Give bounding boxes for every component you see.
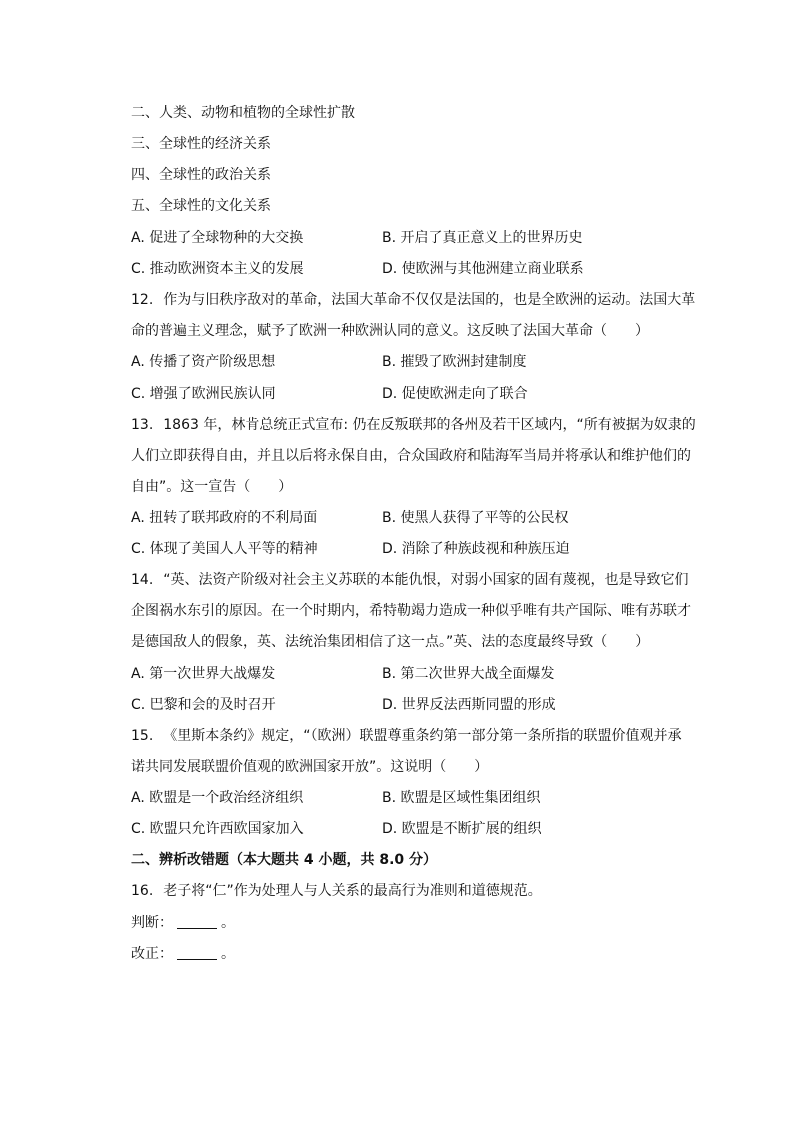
q12-option-a: A. 传播了资产阶级思想 <box>131 354 276 370</box>
q11-option-d: D. 使欧洲与其他洲建立商业联系 <box>382 261 584 277</box>
q16-judge-line <box>131 913 235 933</box>
judge-label: 判断： <box>131 915 173 931</box>
q13-line-3: 自由”。这一宣告（ ） <box>131 479 293 495</box>
section-title: 二、辨析改错题（本大题共 4 小题，共 8.0 分） <box>131 852 438 868</box>
q12-number: 12. <box>131 292 154 308</box>
q16-number: 16. <box>131 883 154 899</box>
q15-line-1 <box>131 726 682 746</box>
q15-option-b: B. 欧盟是区域性集团组织 <box>382 790 541 806</box>
q11-option-c: C. 推动欧洲资本主义的发展 <box>131 261 304 277</box>
q13-option-a: A. 扭转了联邦政府的不利局面 <box>131 510 318 526</box>
q11-option-a: A. 促进了全球物种的大交换 <box>131 230 304 246</box>
fix-blank[interactable] <box>177 945 217 960</box>
q13-number: 13. <box>131 417 154 433</box>
q13-line-1 <box>131 415 696 435</box>
heading-3: 三、全球性的经济关系 <box>131 136 271 152</box>
q15-option-c: C. 欧盟只允许西欧国家加入 <box>131 821 304 837</box>
fix-label: 改正： <box>131 946 173 962</box>
q14-option-a: A. 第一次世界大战爆发 <box>131 666 276 682</box>
q11-option-b: B. 开启了真正意义上的世界历史 <box>382 230 583 246</box>
q14-text-1: “英、法资产阶级对社会主义苏联的本能仇恨，对弱小国家的固有蔑视，也是导致它们 <box>163 572 689 588</box>
q14-line-3: 是德国敌人的假象，英、法统治集团相信了这一点。”英、法的态度最终导致（ ） <box>131 634 650 650</box>
q12-line-2: 命的普遍主义理念，赋予了欧洲一种欧洲认同的意义。这反映了法国大革命（ ） <box>131 323 649 339</box>
q13-text-1: 1863 年，林肯总统正式宣布: 仍在反叛联邦的各州及若干区域内，“所有被据为奴隶的 <box>163 417 696 433</box>
judge-blank[interactable] <box>177 914 217 929</box>
q13-line-2: 人们立即获得自由，并且以后将永保自由，合众国政府和陆海军当局并将承认和维护他们的 <box>131 448 691 464</box>
q15-line-2: 诺共同发展联盟价值观的欧洲国家开放”。这说明（ ） <box>131 759 489 775</box>
q13-option-c: C. 体现了美国人人平等的精神 <box>131 541 318 557</box>
q12-line-1 <box>131 290 695 310</box>
judge-period: 。 <box>221 915 235 931</box>
q12-option-c: C. 增强了欧洲民族认同 <box>131 386 276 402</box>
q14-option-c: C. 巴黎和会的及时召开 <box>131 697 276 713</box>
q16-text: 老子将“仁”作为处理人与人关系的最高行为准则和道德规范。 <box>163 883 542 899</box>
q12-option-d: D. 促使欧洲走向了联合 <box>382 386 528 402</box>
q13-option-d: D. 消除了种族歧视和种族压迫 <box>382 541 570 557</box>
heading-5: 五、全球性的文化关系 <box>131 198 271 214</box>
q14-line-1 <box>131 570 689 590</box>
q12-option-b: B. 摧毁了欧洲封建制度 <box>382 354 527 370</box>
q15-option-d: D. 欧盟是不断扩展的组织 <box>382 821 542 837</box>
q16-fix-line <box>131 944 235 964</box>
heading-4: 四、全球性的政治关系 <box>131 167 271 183</box>
q15-option-a: A. 欧盟是一个政治经济组织 <box>131 790 304 806</box>
q14-option-b: B. 第二次世界大战全面爆发 <box>382 666 555 682</box>
q12-text-1: 作为与旧秩序敌对的革命，法国大革命不仅仅是法国的，也是全欧洲的运动。法国大革 <box>163 292 696 308</box>
heading-2: 二、人类、动物和植物的全球性扩散 <box>131 105 355 121</box>
fix-period: 。 <box>221 946 235 962</box>
q14-option-d: D. 世界反法西斯同盟的形成 <box>382 697 556 713</box>
q14-line-2: 企图祸水东引的原因。在一个时期内，希特勒竭力造成一种似乎唯有共产国际、唯有苏联才 <box>131 603 691 619</box>
q16-line-1 <box>131 881 542 901</box>
q13-option-b: B. 使黑人获得了平等的公民权 <box>382 510 569 526</box>
q15-text-1: 《里斯本条约》规定，“（欧洲）联盟尊重条约第一部分第一条所指的联盟价值观并承 <box>163 728 682 744</box>
q14-number: 14. <box>131 572 154 588</box>
q15-number: 15. <box>131 728 154 744</box>
